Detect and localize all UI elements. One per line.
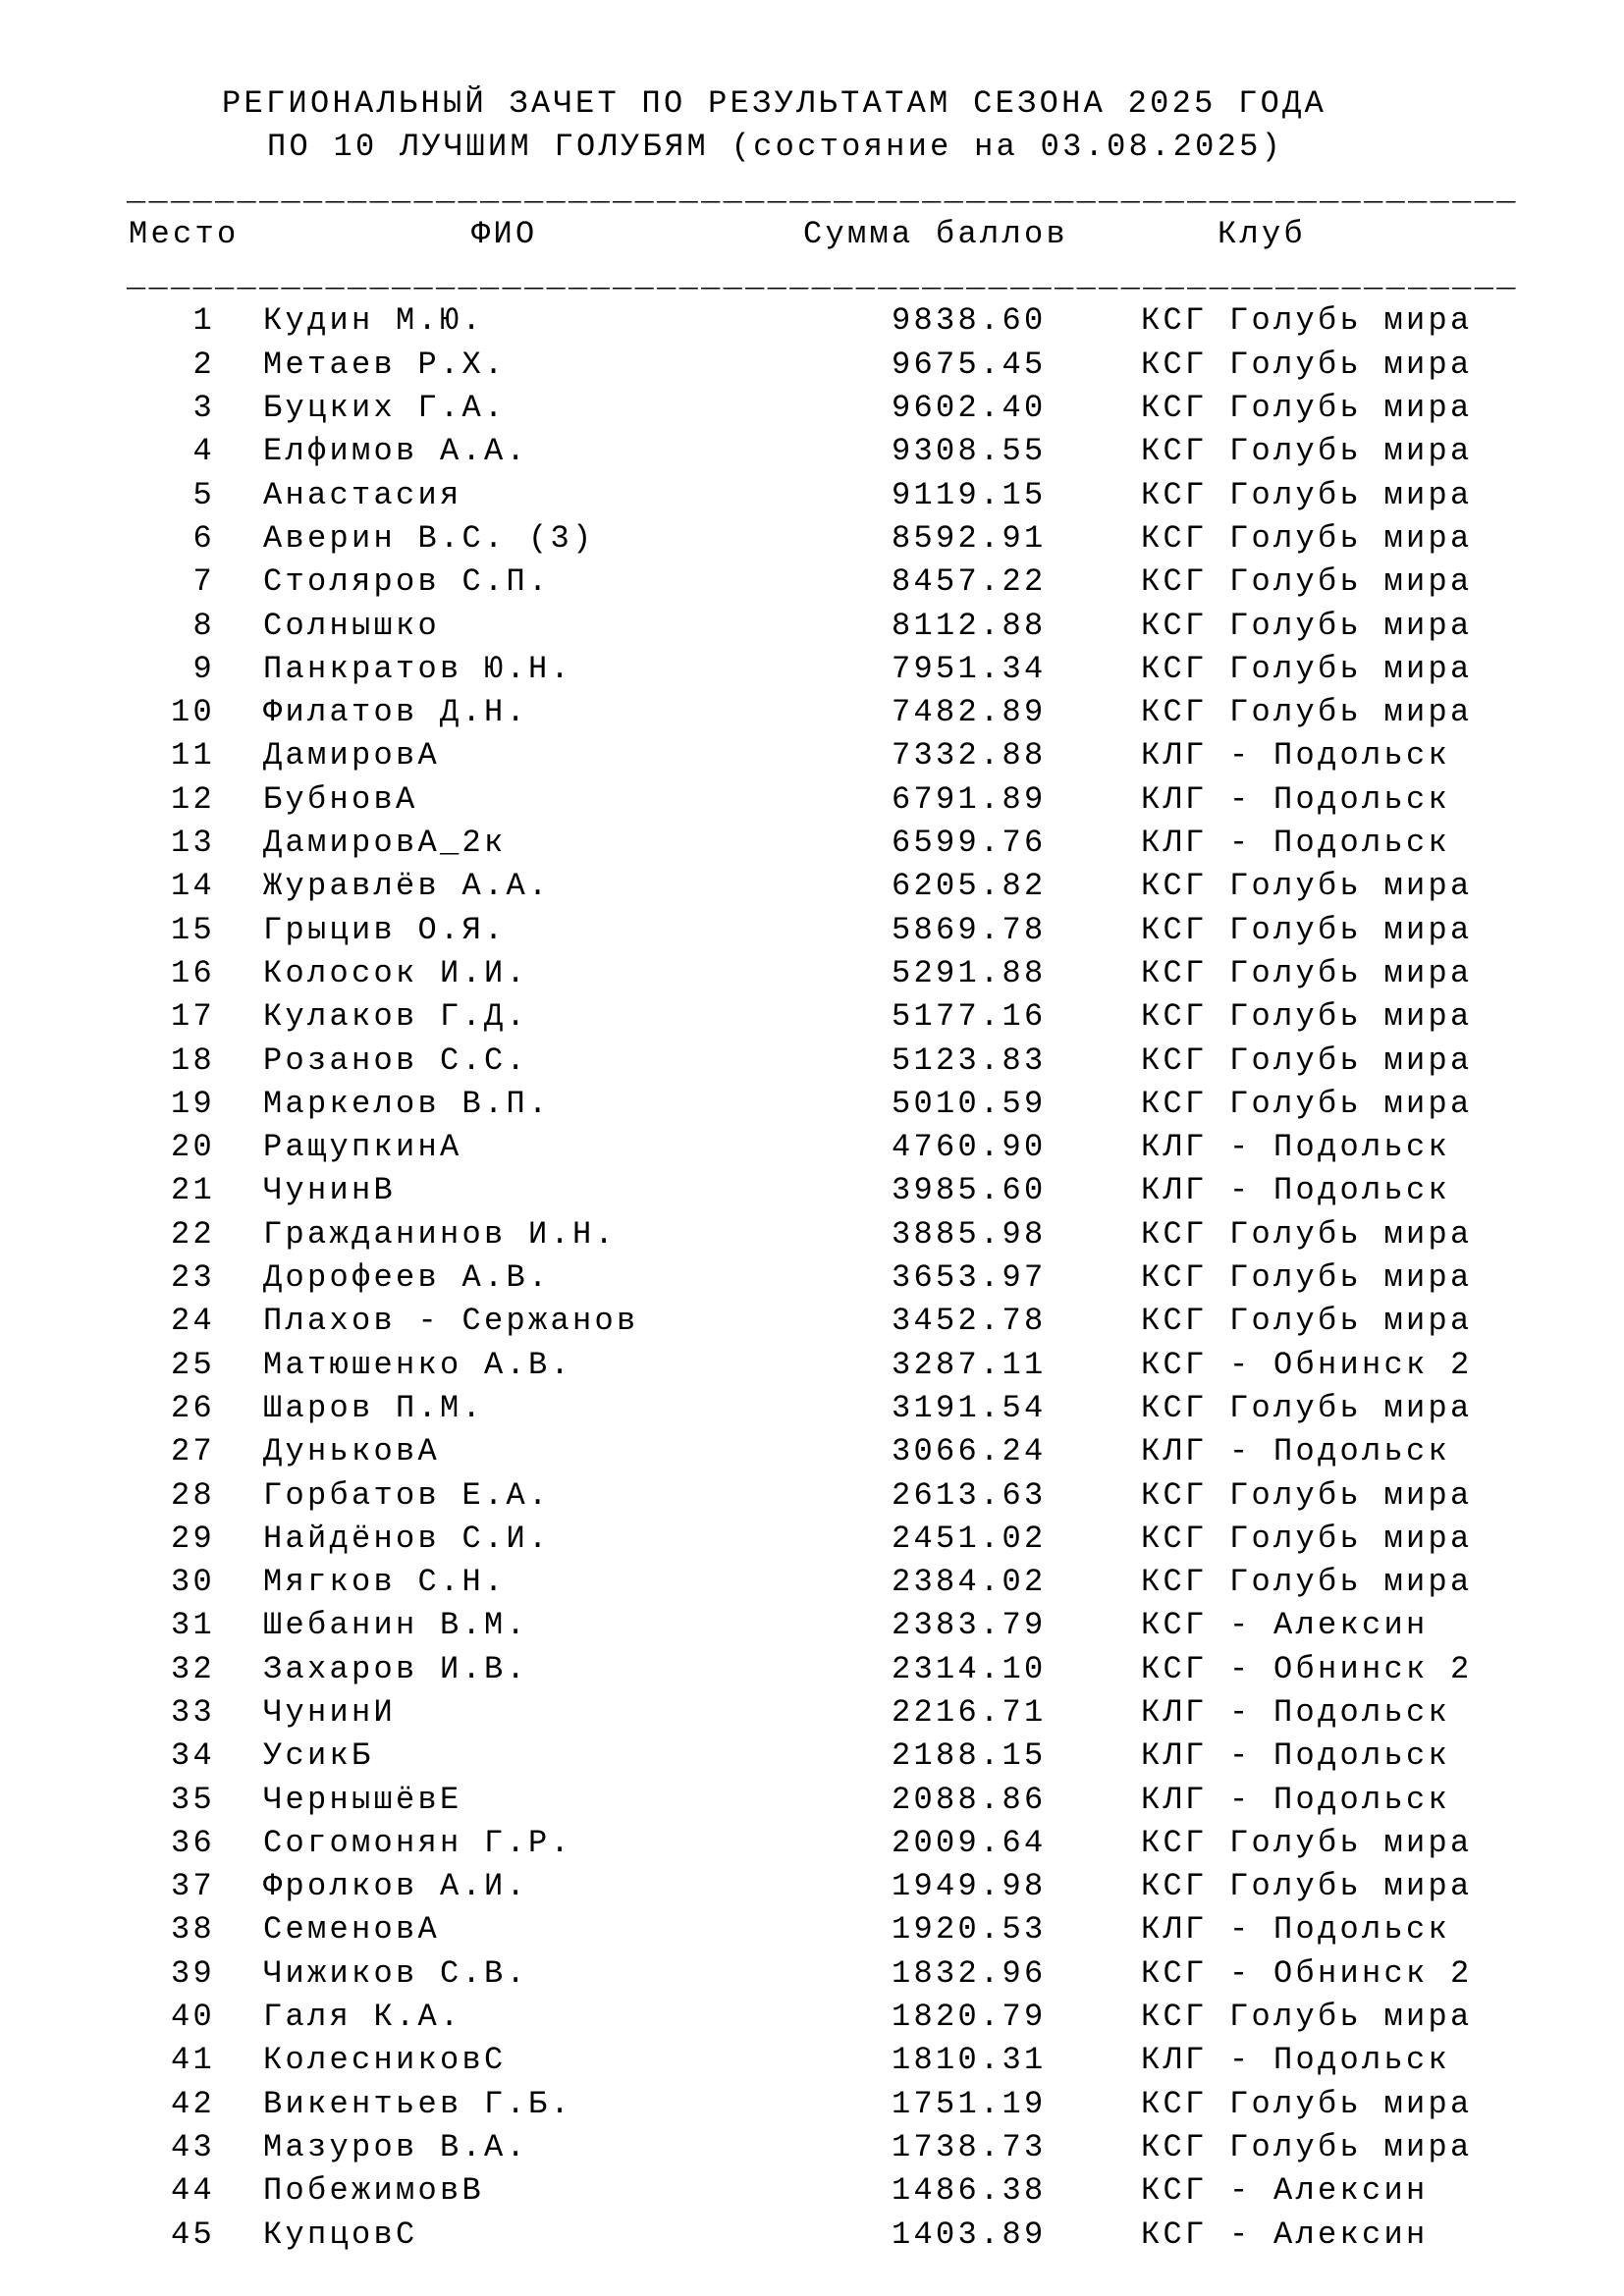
- table-rows: [127, 299, 1570, 2256]
- cell-points: 9602.40: [892, 390, 1047, 427]
- cell-place: 19: [170, 1085, 215, 1122]
- column-header-club: Клуб: [1218, 215, 1307, 252]
- cell-place: 21: [170, 1172, 215, 1209]
- cell-club: КЛГ - Подольск: [1141, 825, 1451, 862]
- cell-place: 15: [170, 911, 215, 948]
- table-row: [127, 1648, 1570, 1691]
- cell-club: КСГ Голубь мира: [1141, 650, 1473, 687]
- table-row: [127, 387, 1570, 430]
- cell-name: Фролков А.И.: [263, 1868, 529, 1905]
- cell-club: КСГ Голубь мира: [1141, 476, 1473, 513]
- table-row: [127, 1040, 1570, 1083]
- cell-name: Розанов С.С.: [263, 1041, 529, 1079]
- table-row: [127, 474, 1570, 517]
- cell-points: 1738.73: [892, 2128, 1047, 2165]
- cell-club: КЛГ - Подольск: [1141, 1693, 1451, 1731]
- cell-name: Дорофеев А.В.: [263, 1259, 551, 1297]
- cell-name: Солнышко: [263, 607, 441, 644]
- cell-place: 2: [192, 346, 215, 383]
- cell-name: Захаров И.В.: [263, 1650, 529, 1687]
- table-row: [127, 561, 1570, 604]
- cell-club: КСГ Голубь мира: [1141, 1520, 1473, 1557]
- cell-place: 42: [170, 2085, 215, 2122]
- cell-name: ДамировА_2к: [263, 825, 507, 862]
- cell-place: 27: [170, 1433, 215, 1470]
- column-header-points: Сумма баллов: [803, 215, 1069, 252]
- cell-name: Чижиков С.В.: [263, 1954, 529, 1992]
- table-row: [127, 1169, 1570, 1212]
- horizontal-rule-top: _______________________________________________________________: [127, 172, 1519, 209]
- column-header-place: Место: [129, 215, 240, 252]
- cell-place: 20: [170, 1129, 215, 1166]
- cell-points: 7482.89: [892, 694, 1047, 731]
- table-row: [127, 1822, 1570, 1865]
- cell-place: 43: [170, 2128, 215, 2165]
- cell-name: Шебанин В.М.: [263, 1607, 529, 1644]
- cell-club: КСГ Голубь мира: [1141, 694, 1473, 731]
- cell-points: 1832.96: [892, 1954, 1047, 1992]
- cell-name: Горбатов Е.А.: [263, 1476, 551, 1514]
- table-row: [127, 1256, 1570, 1300]
- table-row: [127, 1213, 1570, 1256]
- cell-club: КСГ Голубь мира: [1141, 302, 1473, 340]
- cell-place: 40: [170, 1999, 215, 2036]
- cell-name: СеменовА: [263, 1911, 441, 1949]
- cell-points: 1403.89: [892, 2216, 1047, 2253]
- cell-place: 6: [192, 519, 215, 557]
- table-row: [127, 1387, 1570, 1430]
- cell-points: 8112.88: [892, 607, 1047, 644]
- table-row: [127, 691, 1570, 734]
- cell-name: Гражданинов И.Н.: [263, 1215, 618, 1253]
- cell-name: Мягков С.Н.: [263, 1564, 507, 1601]
- cell-club: КСГ Голубь мира: [1141, 2128, 1473, 2165]
- table-row: [127, 1126, 1570, 1169]
- cell-points: 3885.98: [892, 1215, 1047, 1253]
- table-row: [127, 952, 1570, 995]
- cell-club: КЛГ - Подольск: [1141, 2042, 1451, 2079]
- cell-place: 39: [170, 1954, 215, 1992]
- cell-points: 5869.78: [892, 911, 1047, 948]
- document-title-line-2: ПО 10 ЛУЧШИМ ГОЛУБЯМ (состояние на 03.08.2025): [267, 129, 1284, 166]
- cell-name: Метаев Р.Х.: [263, 346, 507, 383]
- cell-name: Кулаков Г.Д.: [263, 998, 529, 1036]
- cell-club: КСГ Голубь мира: [1141, 1085, 1473, 1122]
- table-row: [127, 995, 1570, 1039]
- cell-points: 3653.97: [892, 1259, 1047, 1297]
- cell-name: Филатов Д.Н.: [263, 694, 529, 731]
- cell-name: БубновА: [263, 780, 418, 818]
- cell-name: ЧунинВ: [263, 1172, 397, 1209]
- cell-name: Мазуров В.А.: [263, 2128, 529, 2165]
- cell-club: КЛГ - Подольск: [1141, 1172, 1451, 1209]
- cell-place: 4: [192, 433, 215, 470]
- cell-points: 9675.45: [892, 346, 1047, 383]
- cell-place: 7: [192, 563, 215, 601]
- cell-place: 12: [170, 780, 215, 818]
- cell-points: 2613.63: [892, 1476, 1047, 1514]
- table-row: [127, 909, 1570, 952]
- cell-points: 2314.10: [892, 1650, 1047, 1687]
- cell-place: 3: [192, 390, 215, 427]
- cell-place: 10: [170, 694, 215, 731]
- cell-club: КСГ Голубь мира: [1141, 390, 1473, 427]
- cell-points: 4760.90: [892, 1129, 1047, 1166]
- cell-club: КСГ Голубь мира: [1141, 1041, 1473, 1079]
- cell-place: 24: [170, 1303, 215, 1340]
- table-row: [127, 1474, 1570, 1518]
- table-row: [127, 1996, 1570, 2039]
- cell-points: 7951.34: [892, 650, 1047, 687]
- table-row: [127, 299, 1570, 343]
- cell-points: 9308.55: [892, 433, 1047, 470]
- table-row: [127, 517, 1570, 561]
- cell-place: 16: [170, 954, 215, 991]
- cell-club: КСГ Голубь мира: [1141, 433, 1473, 470]
- cell-club: КСГ Голубь мира: [1141, 607, 1473, 644]
- cell-name: РащупкинА: [263, 1129, 462, 1166]
- cell-place: 33: [170, 1693, 215, 1731]
- cell-points: 1820.79: [892, 1999, 1047, 2036]
- cell-club: КСГ - Обнинск 2: [1141, 1650, 1473, 1687]
- cell-name: КупцовС: [263, 2216, 418, 2253]
- cell-club: КСГ Голубь мира: [1141, 1824, 1473, 1861]
- table-row: [127, 1952, 1570, 1996]
- cell-club: КСГ Голубь мира: [1141, 519, 1473, 557]
- cell-place: 11: [170, 737, 215, 774]
- column-header-name: ФИО: [471, 215, 538, 252]
- cell-points: 1920.53: [892, 1911, 1047, 1949]
- cell-points: 5123.83: [892, 1041, 1047, 1079]
- cell-place: 44: [170, 2172, 215, 2210]
- cell-points: 7332.88: [892, 737, 1047, 774]
- cell-place: 14: [170, 868, 215, 905]
- table-row: [127, 2083, 1570, 2126]
- cell-club: КСГ - Обнинск 2: [1141, 1954, 1473, 1992]
- table-row: [127, 1691, 1570, 1735]
- cell-points: 6599.76: [892, 825, 1047, 862]
- cell-place: 22: [170, 1215, 215, 1253]
- cell-points: 1486.38: [892, 2172, 1047, 2210]
- cell-place: 41: [170, 2042, 215, 2079]
- table-row: [127, 430, 1570, 473]
- cell-club: КСГ Голубь мира: [1141, 2085, 1473, 2122]
- cell-name: ПобежимовВ: [263, 2172, 485, 2210]
- cell-place: 38: [170, 1911, 215, 1949]
- cell-name: Найдёнов С.И.: [263, 1520, 551, 1557]
- cell-points: 2216.71: [892, 1693, 1047, 1731]
- cell-points: 1751.19: [892, 2085, 1047, 2122]
- cell-name: Галя К.А.: [263, 1999, 462, 2036]
- cell-club: КСГ Голубь мира: [1141, 1389, 1473, 1426]
- cell-points: 3066.24: [892, 1433, 1047, 1470]
- cell-club: КСГ - Алексин: [1141, 2216, 1429, 2253]
- cell-club: КСГ Голубь мира: [1141, 1303, 1473, 1340]
- cell-club: КСГ Голубь мира: [1141, 1476, 1473, 1514]
- cell-points: 2088.86: [892, 1781, 1047, 1818]
- table-header-row: [127, 213, 1570, 256]
- cell-place: 9: [192, 650, 215, 687]
- table-row: [127, 1518, 1570, 1561]
- cell-club: КСГ Голубь мира: [1141, 563, 1473, 601]
- cell-club: КЛГ - Подольск: [1141, 1911, 1451, 1949]
- cell-name: Анастасия: [263, 476, 462, 513]
- cell-points: 5010.59: [892, 1085, 1047, 1122]
- cell-name: Колосок И.И.: [263, 954, 529, 991]
- cell-points: 3985.60: [892, 1172, 1047, 1209]
- cell-place: 32: [170, 1650, 215, 1687]
- table-row: [127, 1865, 1570, 1908]
- cell-points: 5177.16: [892, 998, 1047, 1036]
- cell-club: КСГ - Алексин: [1141, 2172, 1429, 2210]
- cell-club: КСГ Голубь мира: [1141, 1215, 1473, 1253]
- cell-club: КСГ Голубь мира: [1141, 1999, 1473, 2036]
- cell-name: УсикБ: [263, 1737, 374, 1775]
- cell-place: 34: [170, 1737, 215, 1775]
- horizontal-rule-bottom: _______________________________________________________________: [127, 259, 1519, 296]
- table-row: [127, 1779, 1570, 1822]
- cell-name: ДамировА: [263, 737, 441, 774]
- cell-club: КЛГ - Подольск: [1141, 1433, 1451, 1470]
- cell-place: 36: [170, 1824, 215, 1861]
- cell-points: 9838.60: [892, 302, 1047, 340]
- cell-club: КСГ - Алексин: [1141, 1607, 1429, 1644]
- cell-name: Аверин В.С. (3): [263, 519, 595, 557]
- table-row: [127, 1430, 1570, 1473]
- cell-place: 28: [170, 1476, 215, 1514]
- ranking-document: [127, 82, 1570, 2257]
- table-row: [127, 778, 1570, 822]
- cell-place: 25: [170, 1346, 215, 1383]
- cell-points: 3287.11: [892, 1346, 1047, 1383]
- cell-name: Столяров С.П.: [263, 563, 551, 601]
- cell-name: Кудин М.Ю.: [263, 302, 485, 340]
- cell-points: 1949.98: [892, 1868, 1047, 1905]
- cell-place: 18: [170, 1041, 215, 1079]
- table-row: [127, 822, 1570, 865]
- cell-place: 5: [192, 476, 215, 513]
- cell-club: КСГ Голубь мира: [1141, 1259, 1473, 1297]
- cell-place: 29: [170, 1520, 215, 1557]
- cell-name: КолесниковС: [263, 2042, 507, 2079]
- table-row: [127, 1735, 1570, 1778]
- cell-place: 13: [170, 825, 215, 862]
- cell-club: КСГ Голубь мира: [1141, 1868, 1473, 1905]
- table-row: [127, 2039, 1570, 2082]
- cell-club: КСГ Голубь мира: [1141, 346, 1473, 383]
- cell-points: 6791.89: [892, 780, 1047, 818]
- cell-points: 9119.15: [892, 476, 1047, 513]
- table-row: [127, 1344, 1570, 1387]
- cell-club: КЛГ - Подольск: [1141, 780, 1451, 818]
- cell-place: 45: [170, 2216, 215, 2253]
- cell-club: КСГ Голубь мира: [1141, 868, 1473, 905]
- cell-place: 26: [170, 1389, 215, 1426]
- cell-name: Матюшенко А.В.: [263, 1346, 573, 1383]
- cell-name: ЧернышёвЕ: [263, 1781, 462, 1818]
- cell-name: ЧунинИ: [263, 1693, 397, 1731]
- cell-points: 3452.78: [892, 1303, 1047, 1340]
- table-row: [127, 344, 1570, 387]
- cell-place: 23: [170, 1259, 215, 1297]
- cell-place: 35: [170, 1781, 215, 1818]
- cell-place: 30: [170, 1564, 215, 1601]
- cell-name: Буцких Г.А.: [263, 390, 507, 427]
- cell-points: 2009.64: [892, 1824, 1047, 1861]
- cell-name: Согомонян Г.Р.: [263, 1824, 573, 1861]
- cell-points: 3191.54: [892, 1389, 1047, 1426]
- cell-place: 1: [192, 302, 215, 340]
- table-row: [127, 2126, 1570, 2169]
- cell-club: КСГ Голубь мира: [1141, 954, 1473, 991]
- cell-place: 37: [170, 1868, 215, 1905]
- cell-club: КЛГ - Подольск: [1141, 1129, 1451, 1166]
- table-row: [127, 1908, 1570, 1951]
- cell-name: Викентьев Г.Б.: [263, 2085, 573, 2122]
- cell-name: Маркелов В.П.: [263, 1085, 551, 1122]
- table-row: [127, 1083, 1570, 1126]
- cell-place: 8: [192, 607, 215, 644]
- cell-club: КЛГ - Подольск: [1141, 1781, 1451, 1818]
- cell-place: 31: [170, 1607, 215, 1644]
- cell-name: Грыцив О.Я.: [263, 911, 507, 948]
- cell-club: КСГ Голубь мира: [1141, 911, 1473, 948]
- table-row: [127, 865, 1570, 908]
- cell-points: 2383.79: [892, 1607, 1047, 1644]
- table-row: [127, 648, 1570, 691]
- cell-name: Шаров П.М.: [263, 1389, 485, 1426]
- cell-points: 2188.15: [892, 1737, 1047, 1775]
- cell-points: 6205.82: [892, 868, 1047, 905]
- cell-club: КЛГ - Подольск: [1141, 737, 1451, 774]
- cell-name: Плахов - Сержанов: [263, 1303, 639, 1340]
- table-row: [127, 605, 1570, 648]
- table-row: [127, 734, 1570, 777]
- cell-points: 8457.22: [892, 563, 1047, 601]
- cell-club: КЛГ - Подольск: [1141, 1737, 1451, 1775]
- cell-name: ДуньковА: [263, 1433, 441, 1470]
- cell-points: 2451.02: [892, 1520, 1047, 1557]
- table-row: [127, 1604, 1570, 1647]
- cell-club: КСГ Голубь мира: [1141, 1564, 1473, 1601]
- table-row: [127, 2169, 1570, 2213]
- cell-name: Елфимов А.А.: [263, 433, 529, 470]
- cell-club: КСГ - Обнинск 2: [1141, 1346, 1473, 1383]
- table-row: [127, 1300, 1570, 1343]
- cell-club: КСГ Голубь мира: [1141, 998, 1473, 1036]
- document-title-line-1: РЕГИОНАЛЬНЫЙ ЗАЧЕТ ПО РЕЗУЛЬТАТАМ СЕЗОНА 2025 ГОДА: [222, 85, 1327, 122]
- cell-place: 17: [170, 998, 215, 1036]
- cell-name: Журавлёв А.А.: [263, 868, 551, 905]
- cell-points: 8592.91: [892, 519, 1047, 557]
- cell-name: Панкратов Ю.Н.: [263, 650, 573, 687]
- cell-points: 1810.31: [892, 2042, 1047, 2079]
- cell-points: 5291.88: [892, 954, 1047, 991]
- table-row: [127, 1561, 1570, 1604]
- cell-points: 2384.02: [892, 1564, 1047, 1601]
- table-row: [127, 2214, 1570, 2257]
